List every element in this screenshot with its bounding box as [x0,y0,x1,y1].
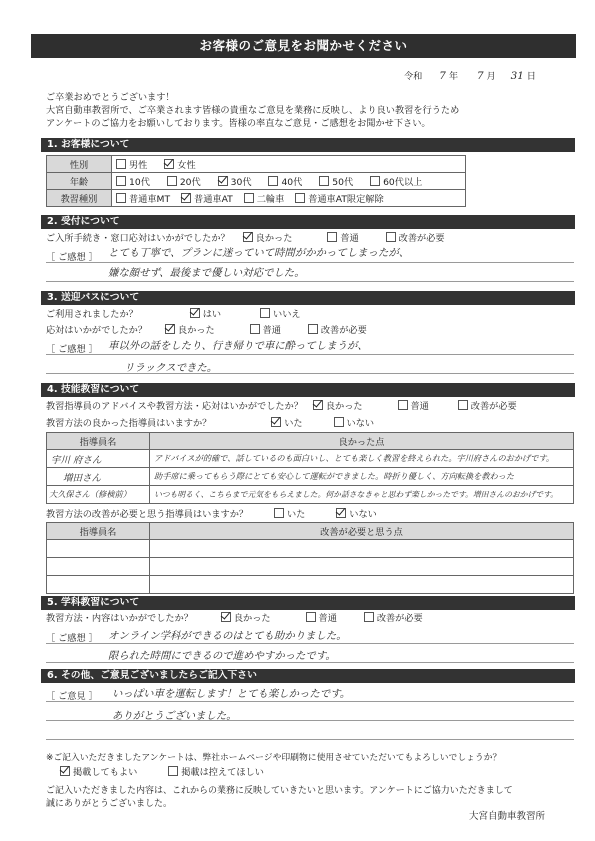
empty-cell[interactable] [150,576,574,594]
comment-label-text: ご感想 [58,344,86,355]
checkbox-60s-plus[interactable] [370,176,380,186]
table-header-row [47,433,574,450]
comment-label-text: ご感想 [58,252,86,263]
question-text: 応対はいかがでしたか？ [46,325,148,336]
option-label: 改善が必要 [470,401,517,412]
empty-cell[interactable] [47,558,150,576]
checkbox-publish-decline[interactable] [168,766,178,776]
gender-label: 性別 [47,156,112,173]
checkbox-50s[interactable] [319,176,329,186]
page-title: お客様のご意見をお聞かせください [31,34,576,58]
option-label: 普通車AT限定解除 [308,194,384,205]
question-text: 教習指導員のアドバイスや教習方法・応対はいかがでしたか？ [46,401,303,412]
instructor-good-point: アドバイスが的確で、話しているのも面白いし、とても楽しく教習を終えられた。宇川府さんのおかげです。 [150,450,574,468]
gender-options [112,156,466,173]
divider [46,373,574,374]
option-label: 20代 [179,177,201,188]
age-options [112,173,466,190]
classroom-comment-line-2: 限られた時間にできるので進めやすかったです。 [108,650,336,662]
checkbox-good[interactable] [221,612,231,622]
option-label: 普通車AT [194,194,233,205]
checkbox-standard-mt[interactable] [116,193,126,203]
comment-label: ［ ご感想 ］ [46,252,98,263]
customer-info-table [46,155,466,207]
instructor-good-point: いつも明るく、こちらまで元気をもらえました。何か話さなきゃと思わず楽しかったです。増田さんのおかげです。 [150,486,574,504]
checkbox-needs-improvement[interactable] [364,612,374,622]
course-type-label: 教習種別 [47,190,112,207]
date-month: 7 [476,70,484,82]
comment-label: ［ ご感想 ］ [46,633,98,644]
divider [46,662,574,663]
checkbox-standard-at[interactable] [181,193,191,203]
option-label: 60代以上 [383,177,423,188]
table-row [47,468,574,486]
section-4-header: 4. 技能教習について [41,383,575,397]
checkbox-yes[interactable] [190,308,200,318]
question-text: 教習方法の良かった指導員はいますか？ [46,418,212,429]
option-label: 良かった [177,325,215,336]
checkbox-publish-ok[interactable] [60,766,70,776]
checkbox-normal[interactable] [306,612,316,622]
question-text: ご利用されましたか？ [46,309,138,320]
bad-instructor-question [46,508,391,521]
divider [46,701,574,702]
option-label: 40代 [281,177,303,188]
bus-usage-question [46,308,315,321]
other-comment-line-1: いっぱい車を運転します！とても楽しかったです。 [112,688,351,700]
checkbox-good[interactable] [313,400,323,410]
checkbox-at-limit-removal[interactable] [295,193,305,203]
section-2-header: 2. 受付について [41,215,575,229]
option-label: 普通 [318,613,337,624]
divider [46,643,574,644]
comment-label: ［ ご感想 ］ [46,344,98,355]
intro-line: アンケートのご協力をお願いしております。皆様の率直なご意見・ご感想をお聞かせ下さい。 [46,118,431,129]
option-label: 普通車MT [129,194,171,205]
option-label: 改善が必要 [320,325,367,336]
date-year-unit: 年 [448,71,459,82]
option-label: 良かった [233,613,271,624]
table-row [47,540,574,558]
instructor-name: 増田さん [47,468,150,486]
bad-instructor-table [46,522,574,594]
option-label: 50代 [332,177,354,188]
option-label: はい [202,309,222,320]
checkbox-yes-there-was[interactable] [271,417,281,427]
driving-instruction-question [46,400,531,413]
instructor-name: 宇川 府さん [47,450,150,468]
checkbox-normal[interactable] [327,232,337,242]
checkbox-yes-there-was[interactable] [274,508,284,518]
checkbox-normal[interactable] [250,324,260,334]
checkbox-normal[interactable] [398,400,408,410]
good-instructor-table [46,432,574,504]
column-header-name: 指導員名 [47,523,150,540]
option-label: 掲載してもよい [73,767,138,778]
consent-question: ※ご記入いただきましたアンケートは、弊社ホームページや印刷物に使用させていただいてもよろしいでしょうか？ [46,753,502,763]
checkbox-none[interactable] [336,508,346,518]
section-1-header: 1. お客様について [41,138,575,152]
checkbox-30s[interactable] [218,176,228,186]
empty-cell[interactable] [47,576,150,594]
option-label: いた [286,509,306,520]
option-label: 改善が必要 [398,233,445,244]
intro-line: ご卒業おめでとうございます！ [46,92,175,103]
classroom-comment-line-1: オンライン学科ができるのはとても助かりました。 [108,630,347,642]
date-line [404,70,536,83]
divider [46,720,574,721]
intro-line: 大宮自動車教習所で、ご卒業されます皆様の貴重なご意見を業務に反映し、より良い教習を行うため [46,105,460,116]
checkbox-good[interactable] [165,324,175,334]
instructor-name: 大久保さん（修検前） [47,486,150,504]
classroom-question [46,612,437,625]
option-label: 良かった [255,233,293,244]
option-label: 普通 [262,325,281,336]
age-label: 年齢 [47,173,112,190]
course-type-options [112,190,466,207]
table-row [47,486,574,504]
option-label: 普通 [410,401,429,412]
option-label: 普通 [340,233,359,244]
empty-cell[interactable] [150,540,574,558]
question-text: 教習方法の改善が必要と思う指導員はいますか？ [46,509,249,520]
table-header-row [47,523,574,540]
column-header-name: 指導員名 [47,433,150,450]
thanks-line: 誠にありがとうございました。 [46,798,173,809]
option-label: 10代 [129,177,150,188]
checkbox-10s[interactable] [116,176,126,186]
divider [46,354,574,355]
comment-label-text: ご意見 [58,691,86,702]
checkbox-good[interactable] [243,232,253,242]
age-row [47,173,466,190]
comment-label: ［ ご意見 ］ [46,691,98,702]
thanks-text [46,785,513,810]
reception-comment-line-2: 嫌な顔せず、最後まで優しい対応でした。 [108,267,305,279]
reception-comment-line-1: とても丁寧で、プランに迷っていて時間がかかってしまったが、 [108,247,410,259]
divider [46,739,574,740]
question-text: 教習方法・内容はいかがでしたか？ [46,613,193,624]
other-comment-line-2: ありがとうございました。 [112,710,237,722]
option-label: いいえ [273,309,301,320]
table-row [47,576,574,594]
option-label: 掲載は控えてほしい [181,767,264,778]
divider [46,262,574,263]
checkbox-20s[interactable] [167,176,177,186]
date-year: 7 [439,70,446,82]
column-header-point: 改善が必要と思う点 [150,523,574,540]
option-label: 改善が必要 [376,613,423,624]
checkbox-no[interactable] [260,308,270,318]
checkbox-needs-improvement[interactable] [308,324,318,334]
checkbox-motorcycle[interactable] [244,193,254,203]
checkbox-female[interactable] [164,159,174,169]
date-day: 31 [510,70,524,82]
gender-row [47,156,466,173]
option-label: 良かった [325,401,363,412]
checkbox-needs-improvement[interactable] [458,400,468,410]
divider [46,281,574,282]
section-6-header: 6. その他、ご意見ございましたらご記入下さい [41,669,575,683]
checkbox-40s[interactable] [268,176,278,186]
option-label: 女性 [177,160,196,171]
bus-service-question [46,324,381,337]
table-row [47,450,574,468]
section-3-header: 3. 送迎バスについて [41,291,575,305]
checkbox-male[interactable] [116,159,126,169]
thanks-line: ご記入いただきました内容は、これからの業務に反映していきたいと思います。アンケートにご協力いただきまして [46,786,513,796]
good-instructor-question [46,417,388,430]
column-header-point: 良かった点 [150,433,574,450]
option-label: 30代 [230,177,252,188]
option-label: いない [349,509,377,520]
option-label: 二輪車 [256,194,285,205]
bus-comment-line-1: 車以外の話をしたり、行き帰りで車に酔ってしまうが、 [108,340,368,352]
empty-cell[interactable] [150,558,574,576]
option-label: いた [284,418,303,429]
question-text: ご入所手続き・窓口応対はいかがでしたか？ [46,233,230,244]
section-5-header: 5. 学科教習について [41,596,575,610]
bus-comment-line-2: リラックスできた。 [124,362,218,374]
table-row [47,558,574,576]
instructor-good-point: 助手席に乗ってもらう際にとても安心して運転ができました。時折り優しく、方向転換を教わった [150,468,574,486]
school-name: 大宮自動車教習所 [469,811,546,822]
intro-text [46,91,459,130]
comment-label-text: ご感想 [58,633,86,644]
date-era: 令和 [404,71,423,82]
option-label: いない [346,418,375,429]
date-day-unit: 日 [526,71,536,82]
option-label: 男性 [129,160,148,171]
checkbox-needs-improvement[interactable] [386,232,396,242]
course-type-row [47,190,466,207]
date-month-unit: 月 [486,71,496,82]
consent-options [60,766,278,779]
empty-cell[interactable] [47,540,150,558]
checkbox-none[interactable] [334,417,344,427]
